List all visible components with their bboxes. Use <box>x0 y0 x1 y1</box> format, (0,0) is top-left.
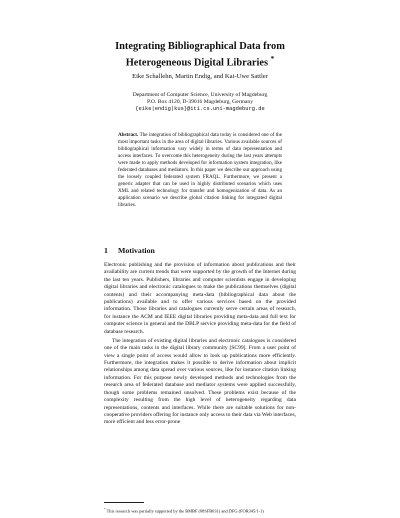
affiliation-dept: Department of Computer Science, University of Magdeburg <box>132 92 268 98</box>
abstract <box>118 132 282 209</box>
body-paragraph-1: Electronic publishing and the provision of information about publications and their availability are current trends that were supported by the growth of the Internet during the last ten years. Publishers, libraries and computer scientists engage in developing digital libraries and electronic catalogues to make the publications themselves (digital contents) and their accompanying meta-data (bibliographical data about the publications) available and to offer various services based on the provided information. Those libraries and catalogues currently serve certain areas of research, for instance the ACM and IEEE digital libraries providing meta-data and full text for computer science in general and the DBLP service providing meta-data for the field of database research. <box>104 262 296 335</box>
footnote-mark: * <box>104 507 106 511</box>
section-heading <box>104 246 155 256</box>
title-footnote-mark: * <box>270 55 275 63</box>
footnote-text: This research was partially supported by the BMBF (08SFB031) and DFG (FOR345/1-1) <box>106 508 264 514</box>
abstract-label: Abstract. <box>118 132 139 138</box>
footnote-rule <box>104 502 144 503</box>
abstract-text: The integration of bibliographical data today is considered one of the most important tasks in the area of digital libraries. Various available sources of bibliographical information vary widely in terms of data representation and access interfaces. To overcome this heterogeneity during the last years attempts were made to apply methods developed for information system integration, like federated databases and mediators. In this paper we describe our approach using the loosely coupled federated system FRAQL. Furthermore, we present a generic adapter that can be used in highly distributed scenarios which uses XML and related technology for transfer and homogenization of data. As an application scenario we describe global citation linking for integrated digital libraries. <box>118 132 282 208</box>
footnote <box>104 506 296 514</box>
section-number: 1 <box>104 246 108 255</box>
body-paragraph-2: The integration of existing digital libraries and electronic catalogues is considered one of the main tasks in the digital library community [SC99]. From a user point of view a single point of access would allow to look up publications more efficiently. Furthermore, the integration makes it possible to derive information about implicit relationships among data spread over various sources, like for instance citation linking information. For this purpose newly developed methods and technologies from the research area of federated database and mediator systems were applied successfully, though some problems remained unsolved. These problems exist because of the complexity resulting from the high level of heterogeneity regarding data representations, contents and interfaces. While there are suitable solutions for non-cooperative providers offering for instance only access to their data via Web interfaces, more efficient and less error-prone <box>104 337 296 426</box>
paper-title <box>0 40 400 69</box>
affiliation <box>0 92 400 113</box>
affiliation-address: P.O. Box 4120, D-39016 Magdeburg, Germany <box>146 99 253 105</box>
title-line-2-text: Heterogeneous Digital Libraries <box>125 57 269 69</box>
title-line-1: Integrating Bibliographical Data from <box>115 41 285 52</box>
section-title: Motivation <box>118 246 155 255</box>
affiliation-email: {eike|endig|kus}@iti.cs.uni-magdeburg.de <box>135 106 265 112</box>
title-line-2 <box>0 53 400 69</box>
section-body <box>104 262 296 427</box>
author-list: Eike Schallehn, Martin Endig, and Kai-Uwe Sattler <box>132 73 268 80</box>
